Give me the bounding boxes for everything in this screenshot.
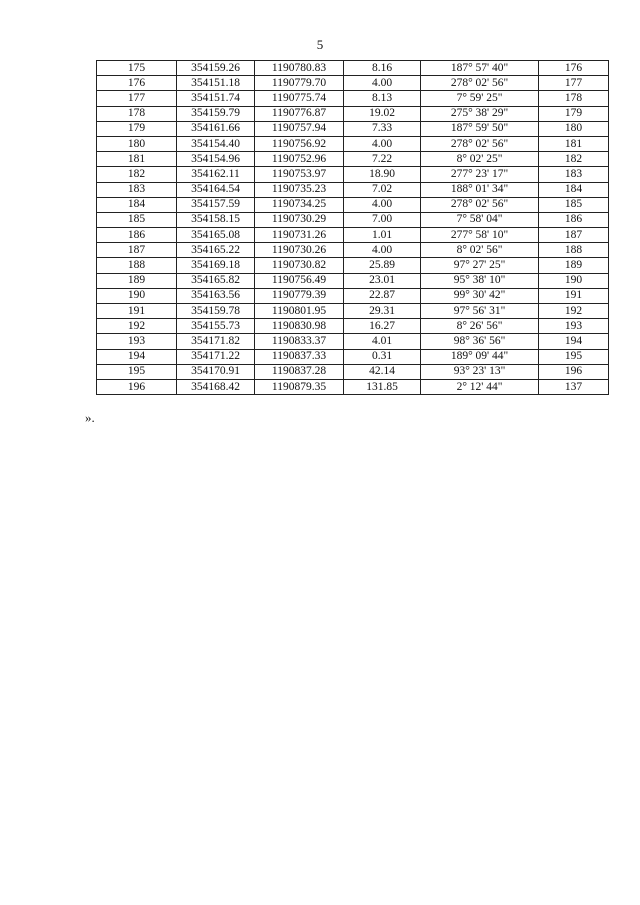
table-row	[97, 197, 609, 212]
bearing-cell: 278° 02' 56"	[421, 76, 539, 91]
point-number-cell: 196	[97, 379, 177, 394]
y-coordinate-cell: 1190879.35	[255, 379, 344, 394]
bearing-cell: 97° 27' 25"	[421, 258, 539, 273]
x-coordinate-cell: 354169.18	[177, 258, 255, 273]
point-number-cell: 178	[97, 106, 177, 121]
table-row	[97, 379, 609, 394]
y-coordinate-cell: 1190731.26	[255, 228, 344, 243]
length-cell: 18.90	[344, 167, 421, 182]
point-number-cell: 176	[97, 76, 177, 91]
point-number-cell: 181	[97, 152, 177, 167]
table-row	[97, 243, 609, 258]
next-point-cell: 195	[539, 349, 609, 364]
bearing-cell: 98° 36' 56"	[421, 334, 539, 349]
point-number-cell: 186	[97, 228, 177, 243]
x-coordinate-cell: 354162.11	[177, 167, 255, 182]
y-coordinate-cell: 1190756.92	[255, 136, 344, 151]
next-point-cell: 177	[539, 76, 609, 91]
x-coordinate-cell: 354159.78	[177, 304, 255, 319]
point-number-cell: 189	[97, 273, 177, 288]
table-row	[97, 152, 609, 167]
next-point-cell: 193	[539, 319, 609, 334]
y-coordinate-cell: 1190837.28	[255, 364, 344, 379]
table-row	[97, 136, 609, 151]
y-coordinate-cell: 1190833.37	[255, 334, 344, 349]
x-coordinate-cell: 354171.82	[177, 334, 255, 349]
point-number-cell: 191	[97, 304, 177, 319]
table-row	[97, 349, 609, 364]
table-row	[97, 167, 609, 182]
point-number-cell: 177	[97, 91, 177, 106]
length-cell: 7.22	[344, 152, 421, 167]
y-coordinate-cell: 1190730.82	[255, 258, 344, 273]
point-number-cell: 179	[97, 121, 177, 136]
y-coordinate-cell: 1190730.29	[255, 212, 344, 227]
length-cell: 7.00	[344, 212, 421, 227]
bearing-cell: 189° 09' 44"	[421, 349, 539, 364]
table-row	[97, 76, 609, 91]
bearing-cell: 8° 26' 56"	[421, 319, 539, 334]
table-row	[97, 258, 609, 273]
length-cell: 8.16	[344, 61, 421, 76]
x-coordinate-cell: 354158.15	[177, 212, 255, 227]
bearing-cell: 278° 02' 56"	[421, 136, 539, 151]
x-coordinate-cell: 354151.74	[177, 91, 255, 106]
length-cell: 4.00	[344, 243, 421, 258]
next-point-cell: 191	[539, 288, 609, 303]
table-row	[97, 304, 609, 319]
page-number: 5	[316, 37, 324, 52]
x-coordinate-cell: 354165.08	[177, 228, 255, 243]
bearing-cell: 8° 02' 25"	[421, 152, 539, 167]
length-cell: 22.87	[344, 288, 421, 303]
x-coordinate-cell: 354151.18	[177, 76, 255, 91]
y-coordinate-cell: 1190779.39	[255, 288, 344, 303]
bearing-cell: 278° 02' 56"	[421, 197, 539, 212]
y-coordinate-cell: 1190776.87	[255, 106, 344, 121]
table-row	[97, 334, 609, 349]
length-cell: 19.02	[344, 106, 421, 121]
bearing-cell: 7° 59' 25"	[421, 91, 539, 106]
x-coordinate-cell: 354159.79	[177, 106, 255, 121]
x-coordinate-cell: 354168.42	[177, 379, 255, 394]
length-cell: 7.33	[344, 121, 421, 136]
bearing-cell: 187° 57' 40"	[421, 61, 539, 76]
next-point-cell: 179	[539, 106, 609, 121]
next-point-cell: 189	[539, 258, 609, 273]
x-coordinate-cell: 354161.66	[177, 121, 255, 136]
length-cell: 131.85	[344, 379, 421, 394]
x-coordinate-cell: 354159.26	[177, 61, 255, 76]
length-cell: 7.02	[344, 182, 421, 197]
point-number-cell: 192	[97, 319, 177, 334]
next-point-cell: 185	[539, 197, 609, 212]
next-point-cell: 188	[539, 243, 609, 258]
table-row	[97, 364, 609, 379]
table-row	[97, 91, 609, 106]
next-point-cell: 196	[539, 364, 609, 379]
point-number-cell: 190	[97, 288, 177, 303]
next-point-cell: 178	[539, 91, 609, 106]
table-row	[97, 106, 609, 121]
y-coordinate-cell: 1190730.26	[255, 243, 344, 258]
y-coordinate-cell: 1190752.96	[255, 152, 344, 167]
x-coordinate-cell: 354165.22	[177, 243, 255, 258]
next-point-cell: 176	[539, 61, 609, 76]
length-cell: 29.31	[344, 304, 421, 319]
bearing-cell: 99° 30' 42"	[421, 288, 539, 303]
table-row	[97, 319, 609, 334]
next-point-cell: 184	[539, 182, 609, 197]
length-cell: 8.13	[344, 91, 421, 106]
length-cell: 4.01	[344, 334, 421, 349]
length-cell: 25.89	[344, 258, 421, 273]
y-coordinate-cell: 1190779.70	[255, 76, 344, 91]
bearing-cell: 277° 58' 10"	[421, 228, 539, 243]
length-cell: 4.00	[344, 197, 421, 212]
point-number-cell: 194	[97, 349, 177, 364]
table-row	[97, 61, 609, 76]
coordinates-table-body	[97, 61, 609, 395]
bearing-cell: 188° 01' 34"	[421, 182, 539, 197]
length-cell: 1.01	[344, 228, 421, 243]
bearing-cell: 187° 59' 50"	[421, 121, 539, 136]
table-row	[97, 121, 609, 136]
length-cell: 16.27	[344, 319, 421, 334]
bearing-cell: 7° 58' 04"	[421, 212, 539, 227]
bearing-cell: 95° 38' 10"	[421, 273, 539, 288]
length-cell: 4.00	[344, 76, 421, 91]
next-point-cell: 137	[539, 379, 609, 394]
closing-quote-mark: ».	[85, 410, 95, 425]
table-row	[97, 228, 609, 243]
y-coordinate-cell: 1190801.95	[255, 304, 344, 319]
point-number-cell: 184	[97, 197, 177, 212]
table-row	[97, 212, 609, 227]
bearing-cell: 277° 23' 17"	[421, 167, 539, 182]
x-coordinate-cell: 354157.59	[177, 197, 255, 212]
x-coordinate-cell: 354163.56	[177, 288, 255, 303]
y-coordinate-cell: 1190757.94	[255, 121, 344, 136]
x-coordinate-cell: 354171.22	[177, 349, 255, 364]
y-coordinate-cell: 1190830.98	[255, 319, 344, 334]
x-coordinate-cell: 354154.40	[177, 136, 255, 151]
point-number-cell: 175	[97, 61, 177, 76]
bearing-cell: 93° 23' 13"	[421, 364, 539, 379]
bearing-cell: 97° 56' 31"	[421, 304, 539, 319]
point-number-cell: 195	[97, 364, 177, 379]
y-coordinate-cell: 1190734.25	[255, 197, 344, 212]
point-number-cell: 185	[97, 212, 177, 227]
next-point-cell: 182	[539, 152, 609, 167]
length-cell: 0.31	[344, 349, 421, 364]
next-point-cell: 187	[539, 228, 609, 243]
y-coordinate-cell: 1190780.83	[255, 61, 344, 76]
x-coordinate-cell: 354155.73	[177, 319, 255, 334]
y-coordinate-cell: 1190735.23	[255, 182, 344, 197]
point-number-cell: 183	[97, 182, 177, 197]
next-point-cell: 186	[539, 212, 609, 227]
length-cell: 23.01	[344, 273, 421, 288]
bearing-cell: 2° 12' 44"	[421, 379, 539, 394]
y-coordinate-cell: 1190756.49	[255, 273, 344, 288]
next-point-cell: 190	[539, 273, 609, 288]
table-row	[97, 182, 609, 197]
bearing-cell: 275° 38' 29"	[421, 106, 539, 121]
coordinates-table	[96, 60, 609, 395]
x-coordinate-cell: 354170.91	[177, 364, 255, 379]
point-number-cell: 187	[97, 243, 177, 258]
x-coordinate-cell: 354164.54	[177, 182, 255, 197]
bearing-cell: 8° 02' 56"	[421, 243, 539, 258]
table-row	[97, 273, 609, 288]
point-number-cell: 182	[97, 167, 177, 182]
x-coordinate-cell: 354165.82	[177, 273, 255, 288]
next-point-cell: 194	[539, 334, 609, 349]
x-coordinate-cell: 354154.96	[177, 152, 255, 167]
table-row	[97, 288, 609, 303]
next-point-cell: 192	[539, 304, 609, 319]
next-point-cell: 181	[539, 136, 609, 151]
y-coordinate-cell: 1190837.33	[255, 349, 344, 364]
y-coordinate-cell: 1190775.74	[255, 91, 344, 106]
point-number-cell: 180	[97, 136, 177, 151]
length-cell: 42.14	[344, 364, 421, 379]
next-point-cell: 183	[539, 167, 609, 182]
length-cell: 4.00	[344, 136, 421, 151]
point-number-cell: 188	[97, 258, 177, 273]
y-coordinate-cell: 1190753.97	[255, 167, 344, 182]
next-point-cell: 180	[539, 121, 609, 136]
point-number-cell: 193	[97, 334, 177, 349]
